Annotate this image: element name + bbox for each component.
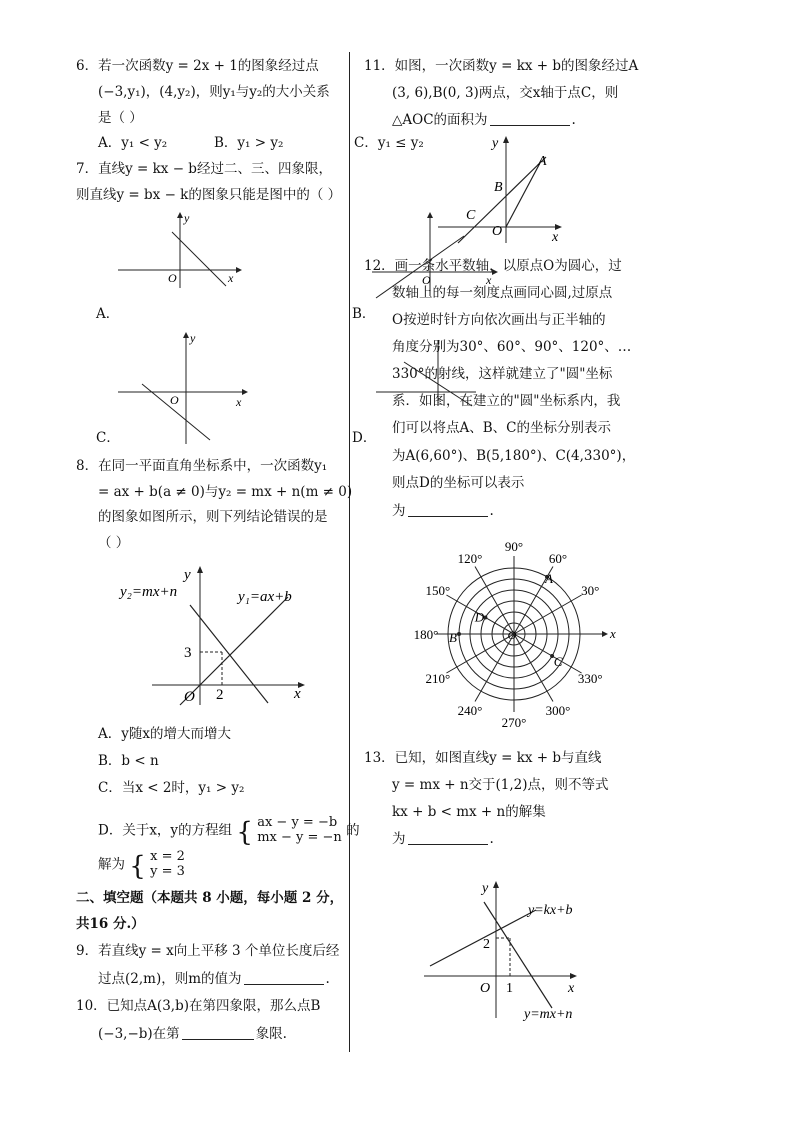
q11-origin: O (492, 224, 503, 239)
q9-line2-text: 过点(2,m)，则m的值为 (98, 971, 242, 987)
polar-label-fig_a: A (545, 570, 553, 586)
q11-line3 (392, 113, 576, 128)
q13-tick-2: 2 (483, 937, 490, 952)
q7-option-d[interactable]: D． (352, 430, 377, 446)
polar-point-fig_b (457, 632, 461, 636)
q8-line4: （ ） (98, 535, 130, 551)
section-2-line1: 二、填空题（本题共 8 小题，每小题 2 分， (76, 890, 344, 906)
q11-line2: (3, 6),B(0, 3)两点，交x轴于点C，则 (392, 85, 619, 101)
q12-line3: O按逆时针方向依次画出与正半轴的 (392, 312, 606, 328)
q12-line10 (392, 504, 494, 519)
q13-tick-1: 1 (506, 981, 513, 996)
q8-y2-label: y₂=mx+n (120, 584, 178, 600)
q11-point-c: C (466, 208, 476, 223)
polar-label-fig_b: B (449, 630, 457, 645)
polar-x-arrow (602, 631, 608, 637)
q11-answer-blank[interactable] (490, 113, 570, 126)
q8-tick-3: 3 (184, 645, 192, 661)
polar-angle-label-30: 30° (581, 583, 600, 598)
q8-line2: = ax + b(a ≠ 0)与y₂ = mx + n(m ≠ 0) (98, 484, 353, 500)
q6-option-c[interactable]: C．y₁ ≤ y₂ (354, 135, 424, 151)
q8-option-a[interactable]: A．y随x的增大而增大 (98, 726, 231, 742)
q8-system-eq1: ax − y = −b (257, 815, 338, 830)
q11-end: . (571, 112, 576, 128)
q8-line3: 的图象如图所示，则下列结论错误的是 (98, 509, 328, 525)
q10-line2-text: (−3,−b)在第 (98, 1026, 180, 1042)
q7a-x-label: x (228, 271, 234, 285)
polar-angle-label-150: 150° (425, 583, 451, 598)
q11-point-a: A (538, 154, 547, 169)
q12-line9: 则点D的坐标可以表示 (392, 475, 525, 491)
q12-line8: 为A(6,60°)、B(5,180°)、C(4,330°)， (392, 448, 636, 464)
polar-angle-label-240: 240° (457, 703, 483, 719)
q12-end: . (489, 503, 494, 519)
q8-option-d-post: 的 (346, 822, 360, 839)
q12-line1: 12．画一条水平数轴，以原点O为圆心，过 (364, 258, 622, 274)
q6-line2: (−3,y₁)，(4,y₂)，则y₁与y₂的大小关系 (98, 84, 330, 100)
svg-text:y: y (190, 331, 196, 345)
q11-line3-text: △AOC的面积为 (392, 112, 488, 128)
q6-line1: 6．若一次函数y = 2x + 1的图象经过点 (76, 58, 319, 74)
q6-option-b[interactable]: B．y₁ > y₂ (214, 135, 284, 151)
section-2-line2: 共16 分.） (76, 916, 145, 932)
q13-line2: y = mx + n交于(1,2)点，则不等式 (392, 777, 609, 793)
polar-angle-label-300: 300° (545, 703, 571, 719)
q7-graph-c (118, 332, 258, 447)
q13-label-mxn: y=mx+n (524, 1007, 573, 1022)
q13-graph (420, 878, 610, 1028)
q8-option-d-pre: D．关于x，y的方程组 (98, 822, 233, 839)
q12-line6: 系．如图，在建立的"圆"坐标系内，我 (392, 393, 621, 409)
q9-line2 (98, 972, 330, 987)
q8-x-axis-label: x (294, 686, 301, 702)
q8-solution-y: y = 3 (150, 863, 185, 879)
q7-graph-a (118, 210, 248, 290)
q10-end: 象限. (255, 1026, 287, 1042)
polar-angle-label-180: 180° (413, 627, 439, 642)
q10-answer-blank[interactable] (182, 1027, 254, 1040)
polar-label-fig_c: C (553, 654, 563, 669)
svg-text:O: O (170, 393, 179, 407)
q9-line1: 9．若直线y = x向上平移 3 个单位长度后经 (76, 943, 340, 959)
polar-angle-label-60: 60° (548, 550, 568, 566)
polar-x-label: x (610, 626, 616, 641)
q13-line3: kx + b < mx + n的解集 (392, 804, 546, 820)
polar-angle-label-210: 210° (425, 671, 451, 686)
q8-y1-label: y₁=ax+b (238, 589, 292, 605)
q11-line1: 11．如图，一次函数y = kx + b的图象经过A (364, 58, 639, 74)
q7a-y-label: y (184, 211, 190, 225)
q13-line4 (392, 832, 494, 847)
q13-answer-blank[interactable] (408, 832, 488, 845)
q13-line4-text: 为 (392, 831, 406, 847)
q11-point-b: B (494, 180, 503, 195)
q8-solution-pre: 解为 (98, 856, 125, 873)
q7-line2: 则直线y = bx − k的图象只能是图中的（ ） (76, 187, 342, 203)
q8-option-d[interactable]: D．关于x，y的方程组 { ax − y = −b mx − y = −n 的 (98, 815, 360, 848)
q7-option-c[interactable]: C． (96, 430, 120, 446)
q8-solution: 解为 { x = 2 y = 3 (98, 849, 185, 882)
polar-origin-label: O (507, 628, 517, 642)
q13-origin: O (480, 981, 491, 996)
svg-text:x: x (236, 395, 242, 409)
q8-y-axis-label: y (184, 567, 191, 583)
q8-line1: 8．在同一平面直角坐标系中，一次函数y₁ (76, 458, 328, 474)
polar-angle-label-120: 120° (457, 550, 483, 566)
q8-option-b[interactable]: B．b < n (98, 753, 159, 769)
q13-y-axis-label: y (482, 881, 489, 896)
q6-option-a[interactable]: A．y₁ < y₂ (98, 135, 168, 151)
q12-answer-blank[interactable] (408, 504, 488, 517)
q10-line1: 10．已知点A(3,b)在第四象限，那么点B (76, 998, 321, 1014)
q7-option-b[interactable]: B． (352, 306, 376, 322)
q12-line7: 们可以将点A、B、C的坐标分别表示 (392, 420, 611, 436)
svg-text:O: O (422, 273, 431, 287)
q8-system-eq2: mx − y = −n (257, 829, 342, 845)
q12-line5: 330°的射线，这样就建立了"圆"坐标 (392, 366, 613, 382)
q7-option-a[interactable]: A． (96, 306, 120, 322)
q9-end: . (325, 971, 330, 987)
q9-answer-blank[interactable] (244, 972, 324, 985)
q12-line4: 角度分别为30°、60°、90°、120°、… (392, 339, 632, 355)
q8-origin-label: O (184, 689, 195, 705)
q7-line1: 7．直线y = kx − b经过二、三、四象限， (76, 161, 332, 177)
q13-label-kxb: y=kx+b (528, 903, 573, 918)
q12-line10-text: 为 (392, 503, 406, 519)
svg-text:x: x (486, 273, 492, 287)
polar-angle-label-90: 90° (504, 539, 524, 554)
column-separator (349, 52, 350, 1052)
q13-end: . (489, 831, 494, 847)
polar-angle-label-330: 330° (577, 671, 603, 686)
q7a-origin-label: O (168, 271, 177, 285)
q13-line1: 13．已知，如图直线y = kx + b与直线 (364, 750, 602, 766)
q8-tick-2: 2 (216, 687, 224, 703)
polar-label-fig_d: D (474, 609, 485, 625)
q8-graph (118, 565, 318, 710)
q11-y-axis-label: y (492, 136, 499, 151)
q11-x-axis-label: x (552, 230, 559, 245)
q10-line2 (98, 1027, 287, 1042)
q8-solution-x: x = 2 (150, 849, 185, 864)
q13-x-axis-label: x (568, 981, 575, 996)
q8-option-c[interactable]: C．当x < 2时，y₁ > y₂ (98, 780, 245, 796)
q12-line2: 数轴上的每一刻度点画同心圆,过原点 (392, 285, 613, 301)
q6-line3: 是（ ） (98, 110, 143, 126)
q12-polar-figure (394, 526, 616, 736)
polar-angle-label-270: 270° (501, 715, 527, 730)
